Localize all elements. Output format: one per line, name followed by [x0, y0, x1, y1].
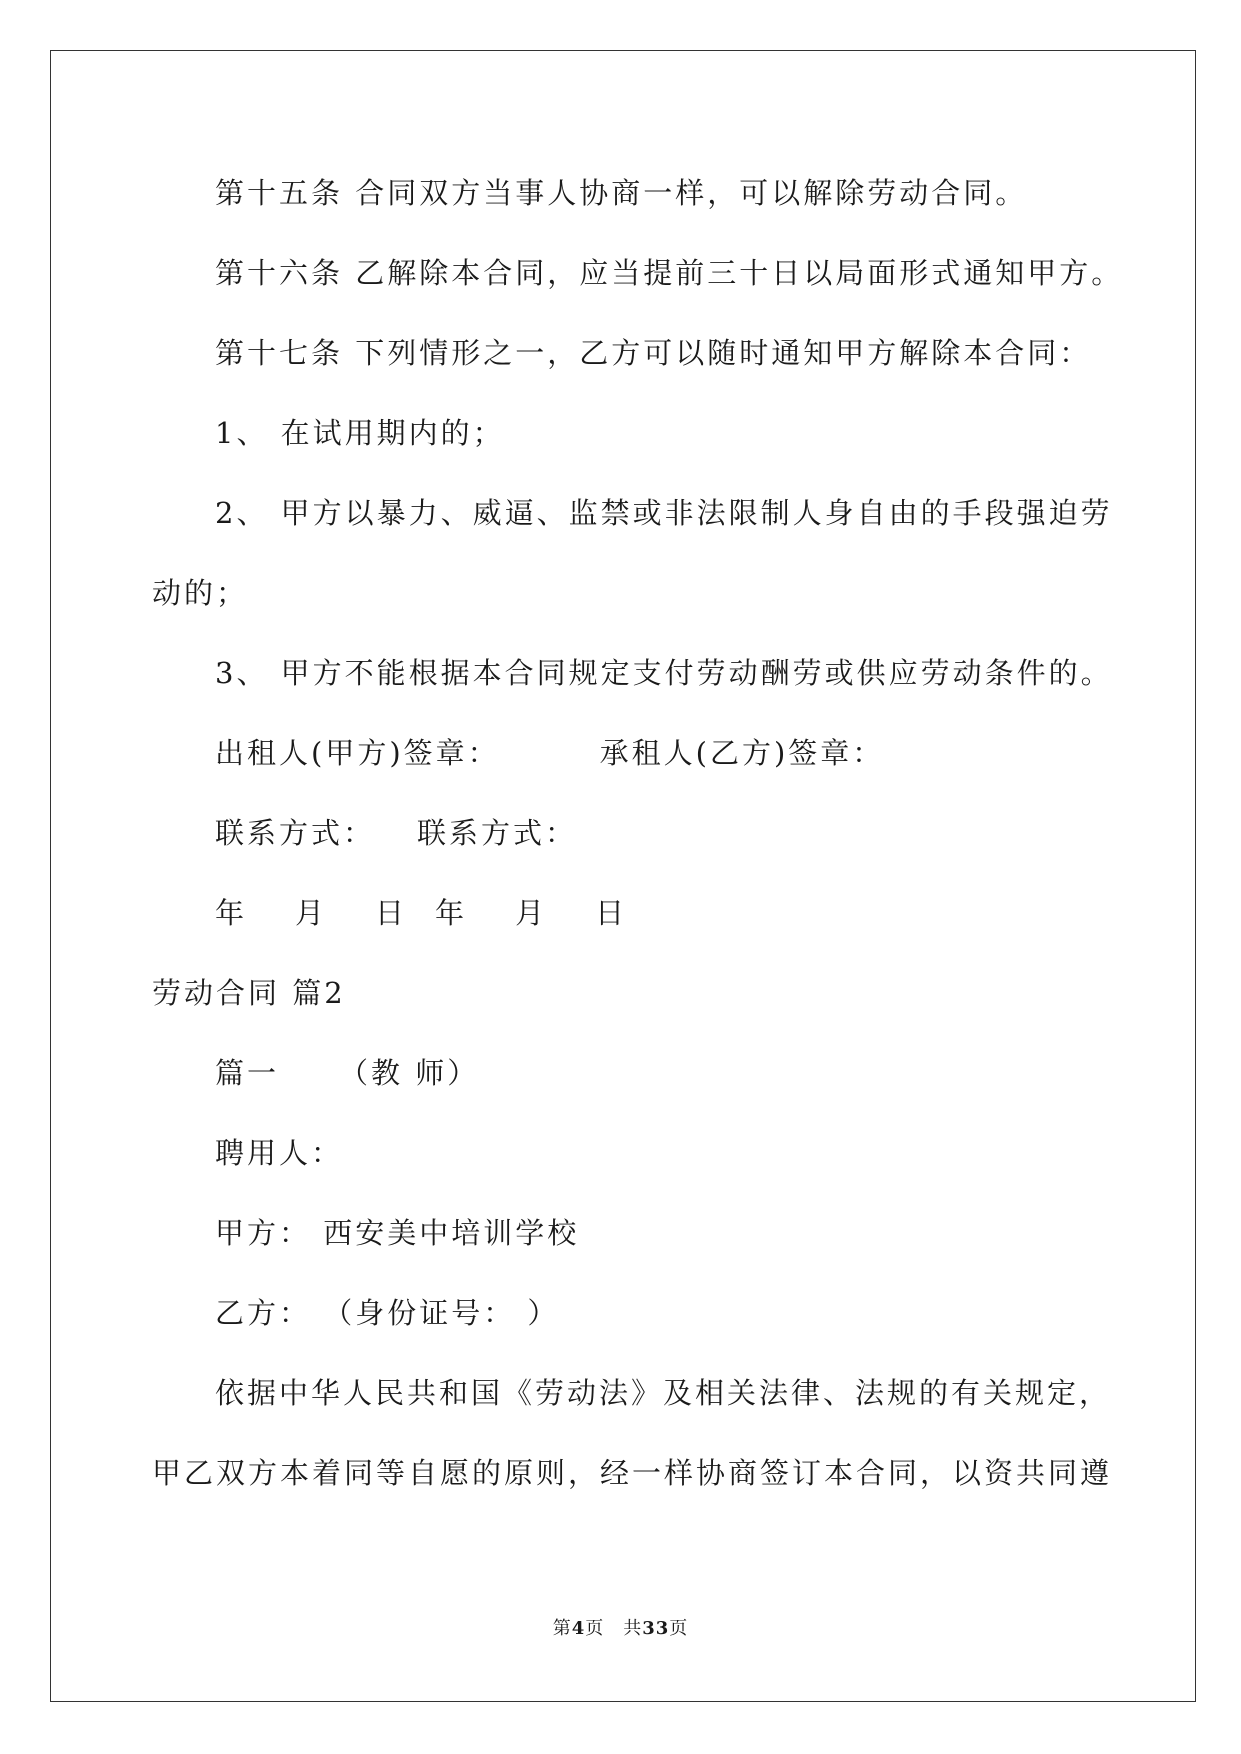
signature-row [215, 733, 884, 773]
date-day-a: 日 [375, 896, 408, 930]
intro-paragraph-line-1: 依据中华人民共和国《劳动法》及相关法律、法规的有关规定， [215, 1376, 1112, 1410]
article-17: 第十七条 下列情形之一，乙方可以随时通知甲方解除本合同： [215, 336, 1092, 370]
page-footer [0, 1617, 1241, 1641]
clause-1: 1、 在试用期内的； [215, 416, 505, 450]
section-title: 劳动合同 篇2 [152, 976, 346, 1010]
date-year-b: 年 [435, 896, 468, 930]
employer-label: 聘用人： [215, 1136, 344, 1170]
contact-a-label: 联系方式： [215, 816, 376, 850]
date-day-b: 日 [595, 896, 628, 930]
date-row [215, 893, 627, 933]
party-a-line: 甲方： 西安美中培训学校 [215, 1216, 580, 1250]
footer-total-pages: 33 [642, 1618, 670, 1639]
party-b-line: 乙方： （身份证号： ） [215, 1296, 560, 1330]
date-month-b: 月 [515, 896, 548, 930]
part-label: 篇一 [215, 1056, 280, 1090]
party-b-signature-label: 承租人(乙方)签章： [599, 736, 885, 770]
date-month-a: 月 [295, 896, 328, 930]
part-heading [215, 1053, 479, 1093]
contact-row [215, 813, 577, 853]
footer-page-mid: 页 共 [585, 1618, 643, 1639]
intro-paragraph-line-2: 甲乙双方本着同等自愿的原则，经一样协商签订本合同，以资共同遵 [152, 1456, 1113, 1490]
footer-page-suffix: 页 [669, 1618, 689, 1639]
footer-page-number: 4 [571, 1618, 586, 1639]
date-year-a: 年 [215, 896, 248, 930]
party-a-signature-label: 出租人(甲方)签章： [215, 736, 500, 770]
footer-page-prefix: 第 [552, 1618, 572, 1639]
article-15: 第十五条 合同双方当事人协商一样，可以解除劳动合同。 [215, 176, 1028, 210]
article-16: 第十六条 乙解除本合同，应当提前三十日以局面形式通知甲方。 [215, 256, 1124, 290]
part-subtitle: （教 师） [339, 1056, 480, 1090]
clause-2: 2、 甲方以暴力、威逼、监禁或非法限制人身自由的手段强迫劳 [215, 496, 1113, 530]
clause-2-continued: 动的； [152, 576, 249, 610]
clause-3: 3、 甲方不能根据本合同规定支付劳动酬劳或供应劳动条件的。 [215, 656, 1113, 690]
contact-b-label: 联系方式： [417, 816, 578, 850]
